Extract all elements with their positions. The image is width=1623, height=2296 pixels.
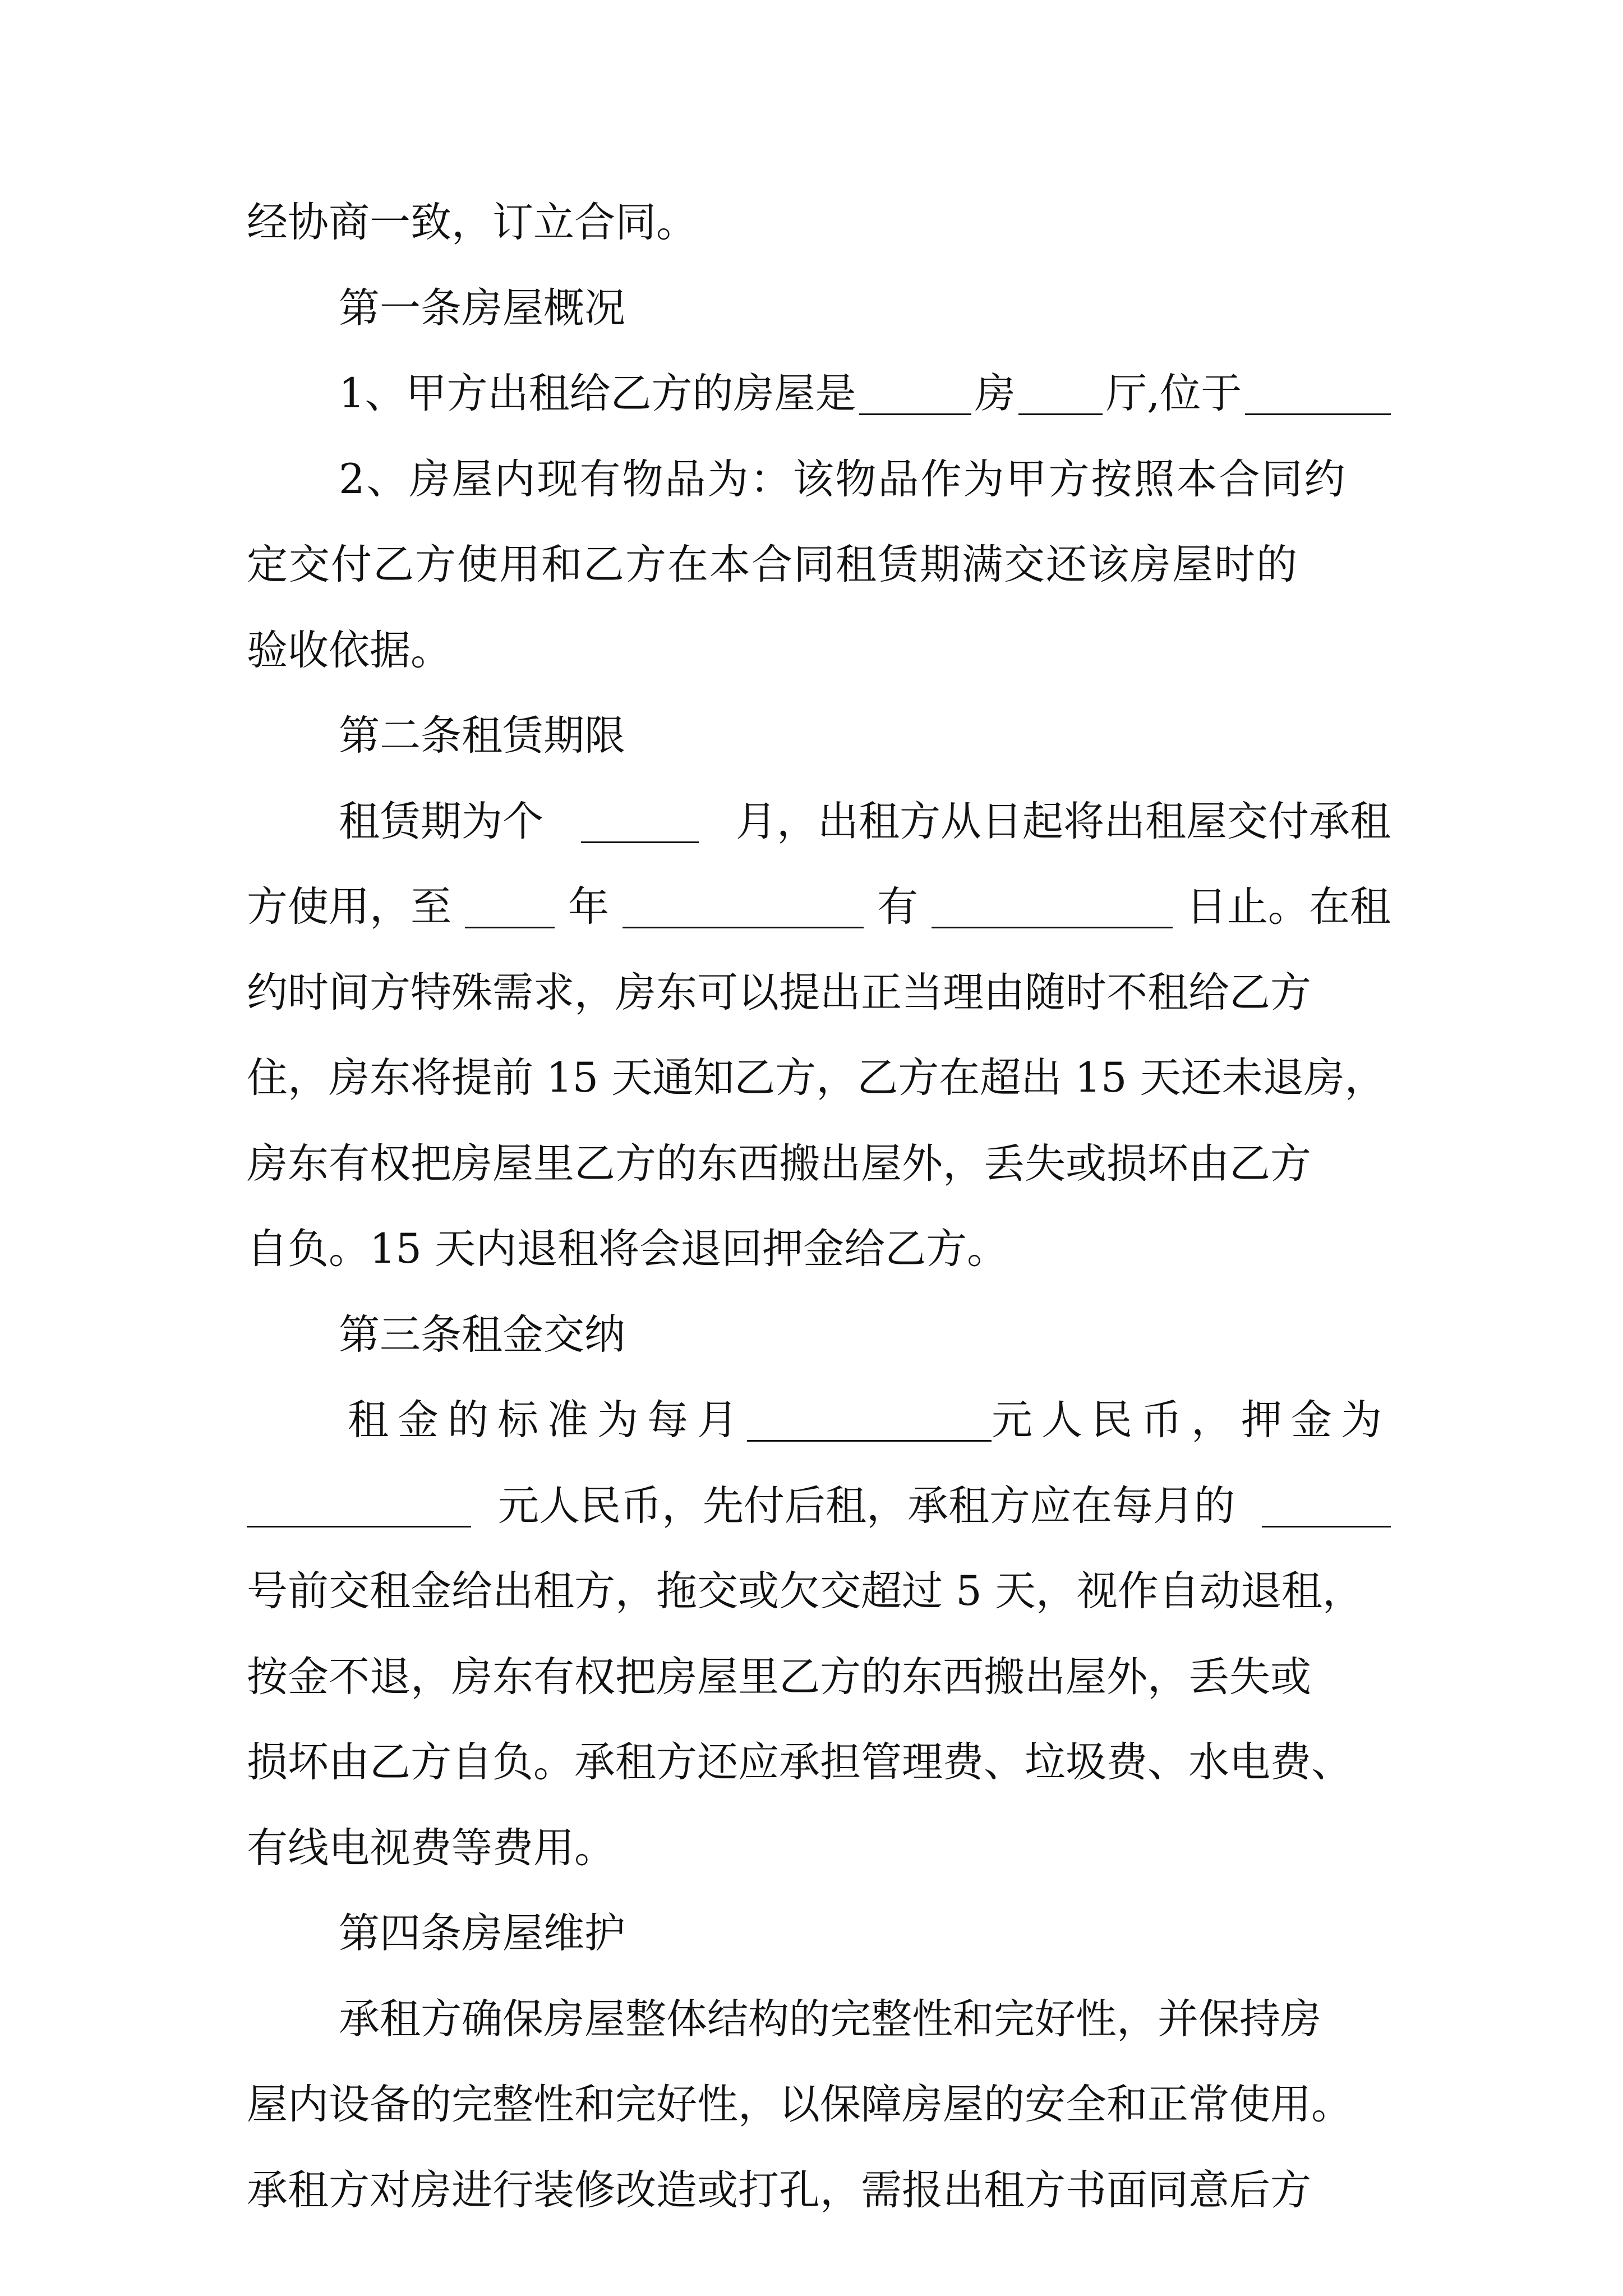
- text-fragment: 方使用，至: [247, 883, 451, 931]
- text-fragment: 租金的标准为每月: [348, 1396, 747, 1444]
- text-line: 约时间方特殊需求，房东可以提出正当理由随时不租给乙方: [247, 969, 1311, 1016]
- section-heading-1: 第一条房屋概况: [339, 284, 625, 332]
- text-line: 损坏由乙方自负。承租方还应承担管理费、垃圾费、水电费、: [247, 1738, 1352, 1786]
- text-fragment: 有: [877, 883, 918, 931]
- text-line: [339, 779, 1391, 864]
- fill-in-blank[interactable]: [1018, 372, 1103, 415]
- text-line: 房东有权把房屋里乙方的东西搬出屋外，丢失或损坏由乙方: [247, 1140, 1311, 1188]
- text-fragment: 元人民币，押金为: [992, 1396, 1391, 1444]
- fill-in-blank[interactable]: [1245, 372, 1391, 415]
- fill-in-blank[interactable]: [747, 1398, 992, 1442]
- section-heading-3: 第三条租金交纳: [339, 1311, 625, 1359]
- text-line: 承租方对房进行装修改造或打孔，需报出租方书面同意后方: [247, 2166, 1311, 2214]
- text-line: 有线电视费等费用。: [247, 1824, 615, 1872]
- text-fragment: 租赁期为个: [339, 798, 543, 845]
- text-fragment: 元人民币，先付后租，承租方应在每月的: [498, 1482, 1235, 1530]
- text-fragment: 厅,位于: [1106, 370, 1242, 417]
- text-fragment: 日止。在租: [1186, 883, 1391, 931]
- text-line: 2、房屋内现有物品为：该物品作为甲方按照本合同约: [339, 455, 1347, 503]
- text-line: 定交付乙方使用和乙方在本合同租赁期满交还该房屋时的: [247, 541, 1298, 588]
- text-line: 屋内设备的完整性和完好性，以保障房屋的安全和正常使用。: [247, 2081, 1352, 2128]
- text-line: [247, 864, 1391, 950]
- text-line: 自负。15 天内退租将会退回押金给乙方。: [247, 1225, 1008, 1273]
- fill-in-blank[interactable]: [1262, 1484, 1391, 1527]
- text-fragment: 1、甲方出租给乙方的房屋是: [339, 370, 856, 417]
- text-line: 按金不退，房东有权把房屋里乙方的东西搬出屋外，丢失或: [247, 1653, 1311, 1701]
- text-line: [247, 1463, 1391, 1549]
- text-fragment: 月，出租方从日起将出租屋交付承租: [736, 798, 1391, 845]
- text-line: 承租方确保房屋整体结构的完整性和完好性，并保持房: [339, 1995, 1321, 2043]
- fill-in-blank[interactable]: [932, 885, 1173, 928]
- text-line: 经协商一致，订立合同。: [247, 199, 697, 246]
- fill-in-blank[interactable]: [247, 1484, 471, 1527]
- section-heading-4: 第四条房屋维护: [339, 1910, 625, 1957]
- text-line: 验收依据。: [247, 627, 451, 674]
- text-line: 住，房东将提前 15 天通知乙方，乙方在超出 15 天还未退房，: [247, 1054, 1386, 1102]
- text-fragment: 房: [974, 370, 1016, 417]
- fill-in-blank[interactable]: [465, 885, 555, 928]
- text-line: [348, 1377, 1391, 1463]
- fill-in-blank[interactable]: [581, 800, 699, 843]
- section-heading-2: 第二条租赁期限: [339, 712, 625, 760]
- fill-in-blank[interactable]: [623, 885, 864, 928]
- fill-in-blank[interactable]: [859, 372, 971, 415]
- text-line: [339, 351, 1391, 436]
- text-fragment: 年: [568, 883, 609, 931]
- text-line: 号前交租金给出租方，拖交或欠交超过 5 天，视作自动退租，: [247, 1567, 1363, 1615]
